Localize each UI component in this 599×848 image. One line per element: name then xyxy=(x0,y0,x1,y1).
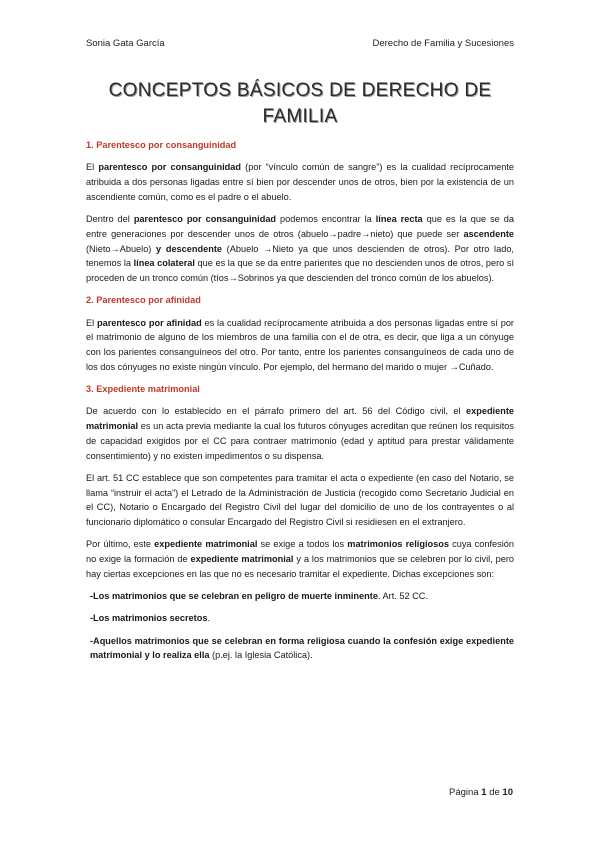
title-line-2: FAMILIA xyxy=(262,106,338,127)
section-heading: 3. Expediente matrimonial xyxy=(86,384,200,395)
arrow-icon: → xyxy=(449,361,459,372)
arrow-icon: → xyxy=(228,273,238,284)
paragraph: El parentesco por consanguinidad (por “vínculo común de sangre”) es la cualidad recíprocamente atribuida a dos personas ligadas entre sí bien por descender unos de otros, bien por la existencia de un ascendiente común, como es el padre o el abuelo. xyxy=(86,162,514,202)
header-author: Sonia Gata García xyxy=(86,38,165,49)
section-heading: 2. Parentesco por afinidad xyxy=(86,295,201,306)
header-subject: Derecho de Familia y Sucesiones xyxy=(372,38,514,49)
page-title xyxy=(86,78,514,130)
arrow-icon: → xyxy=(263,243,273,254)
page-number: Página 1 de 10 xyxy=(449,787,513,798)
paragraph: El art. 51 CC establece que son competentes para tramitar el acta o expediente (en caso del Notario, se llama “instruir el acta”) el Letrado de la Administración de Justicia (recogido como Secretario Judicial en el CC), Notario o Encargado del Registro Civil del lugar del domicilio de uno de los contrayentes o al funcionario diplomático o consular Encargado del Registro Civil si residiesen en el extranjero. xyxy=(86,472,514,528)
arrow-icon: → xyxy=(328,228,338,239)
exceptions-list xyxy=(86,589,514,663)
document-body xyxy=(86,138,514,671)
paragraph: El parentesco por afinidad es la cualidad recíprocamente atribuida a dos personas ligadas entre sí por el matrimonio de alguno de los miembros de una familia con el de otra, es decir, que liga a un cónyuge con los parientes consanguíneos del otro. Por tanto, entre los parientes consanguíneos de cada uno de los dos cónyuges no existe ningún vínculo. Por ejemplo, del hermano del marido o mujer →Cuñado. xyxy=(86,317,514,372)
paragraph: Dentro del parentesco por consanguinidad podemos encontrar la línea recta que es la que se da entre generaciones por descender unos de otros (abuelo→padre→nieto) que puede ser ascendente (Nieto→Abuelo) y descendente (Abuelo →Nieto ya que unos descienden de otros). Por otro lado, tenemos la línea colateral que es la que se da entre parientes que no descienden unos de otros, pero sí proceden de un tronco común (tíos→Sobrinos ya que descienden del tronco común de los abuelos). xyxy=(86,213,515,284)
list-item: -Aquellos matrimonios que se celebran en forma religiosa cuando la confesión exige expediente matrimonial y lo realiza ella (p.ej. la Iglesia Católica). xyxy=(90,635,514,661)
paragraph: De acuerdo con lo establecido en el párrafo primero del art. 56 del Código civil, el expediente matrimonial es un acta previa mediante la cual los futuros cónyuges acreditan que reúnen los requisitos de capacidad exigidos por el CC para contraer matrimonio (edad y aptitud para prestar válidamente consentimiento) y no existen impedimentos o su dispensa. xyxy=(86,406,514,461)
list-item: -Los matrimonios que se celebran en peligro de muerte inminente. Art. 52 CC. xyxy=(90,591,428,602)
paragraph: Por último, este expediente matrimonial se exige a todos los matrimonios religiosos cuya confesión no exige la formación de expediente matrimonial y a los matrimonios que se celebren por lo civil, pero hay ciertas excepciones en las que no es necesario tramitar el expediente. Dichas excepciones son: xyxy=(86,539,515,580)
arrow-icon: → xyxy=(110,243,120,254)
arrow-icon: → xyxy=(361,228,371,239)
title-line-1: CONCEPTOS BÁSICOS DE DERECHO DE xyxy=(108,80,492,101)
list-item: -Los matrimonios secretos. xyxy=(90,613,210,624)
section-heading: 1. Parentesco por consanguinidad xyxy=(86,140,237,150)
